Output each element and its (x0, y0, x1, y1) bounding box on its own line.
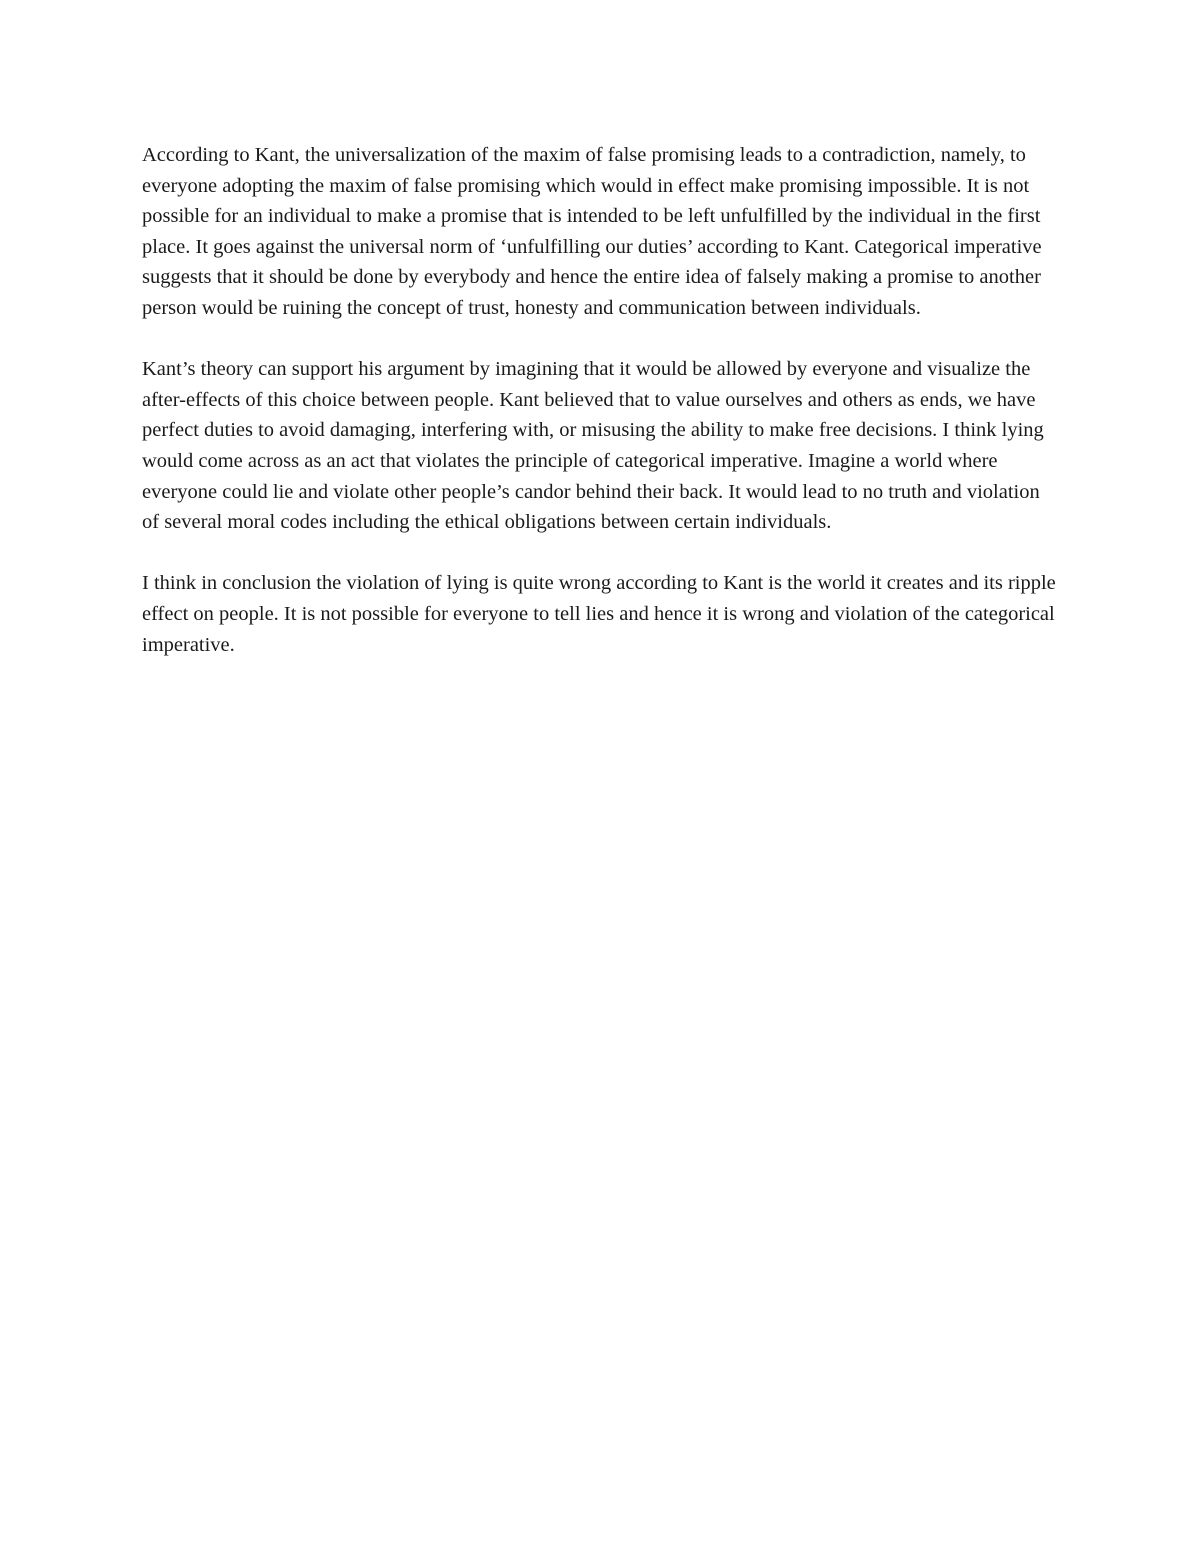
paragraph-3: I think in conclusion the violation of lying is quite wrong according to Kant is the world it creates and its ripple effect on people. It is not possible for everyone to tell lies and hence it is wrong and violation of the categorical imperative. (142, 572, 1056, 656)
paragraph-2: Kant’s theory can support his argument by imagining that it would be allowed by everyone and visualize the after-effects of this choice between people. Kant believed that to value ourselves and others as ends, we have perfect duties to avoid damaging, interfering with, or misusing the ability to make free decisions. I think lying would come across as an act that violates the principle of categorical imperative. Imagine a world where everyone could lie and violate other people’s candor behind their back. It would lead to no truth and violation of several moral codes including the ethical obligations between certain individuals. (142, 358, 1044, 534)
paragraph-1: According to Kant, the universalization of the maxim of false promising leads to a contradiction, namely, to everyone adopting the maxim of false promising which would in effect make promising impossible. It is not possible for an individual to make a promise that is intended to be left unfulfilled by the individual in the first place. It goes against the universal norm of ‘unfulfilling our duties’ according to Kant. Categorical imperative suggests that it should be done by everybody and hence the entire idea of falsely making a promise to another person would be ruining the concept of trust, honesty and communication between individuals. (142, 144, 1042, 319)
document-body (142, 140, 1057, 660)
